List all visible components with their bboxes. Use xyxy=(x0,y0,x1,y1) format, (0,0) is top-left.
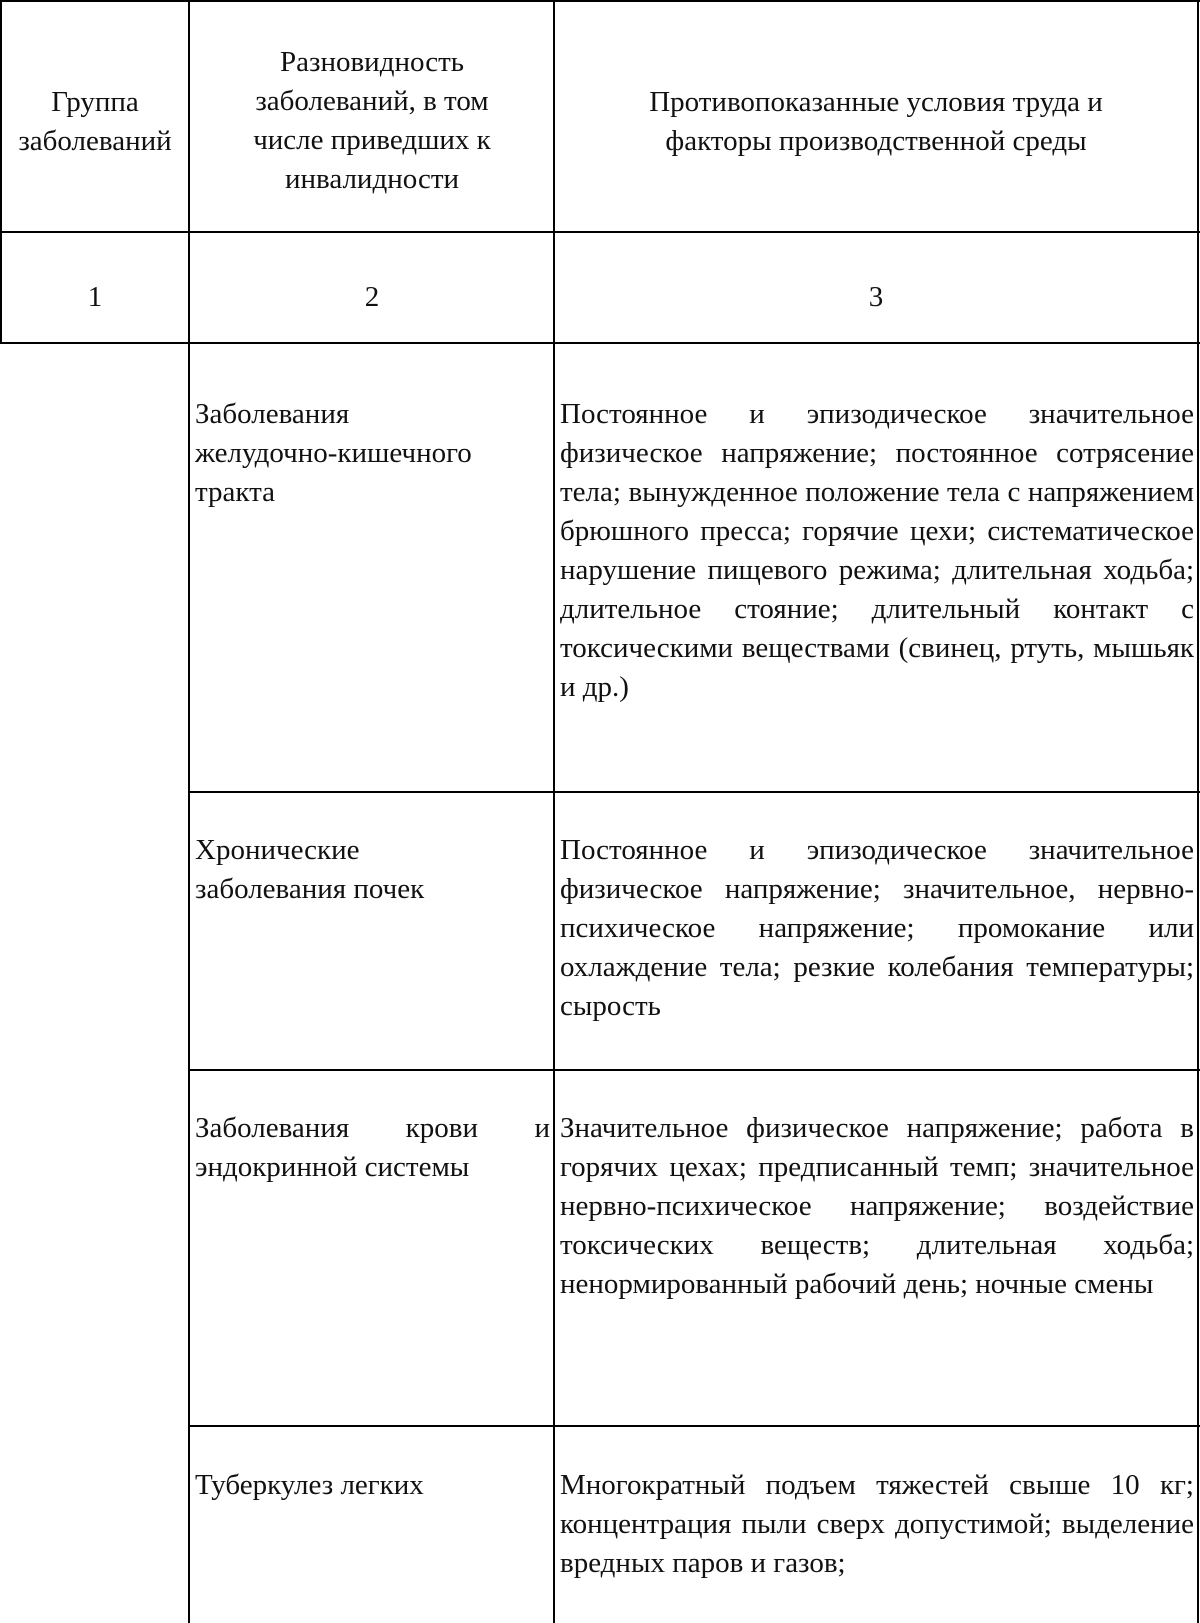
row-1-disease: Заболевания желудочно-кишечного тракта xyxy=(195,398,472,508)
header-variety-line-4: инвалидности xyxy=(284,163,460,195)
row-2-disease: Хронические заболевания почек xyxy=(195,834,425,905)
row-divider-1 xyxy=(188,791,1200,793)
row-4-conditions: Многократный подъем тяжестей свыше 10 кг; концентрация пыли сверх допустимой; выделение вредных паров и газов; xyxy=(560,1469,1194,1579)
header-conditions-line-1: Противопоказанные условия труда и xyxy=(649,86,1103,118)
header-variety-line-2: заболеваний, в том xyxy=(255,85,489,117)
row-4-disease: Туберкулез легких xyxy=(195,1469,424,1501)
header-variety-line-1: Разновидность xyxy=(280,46,464,78)
header-group-line-2: заболеваний xyxy=(18,125,172,157)
row-divider-2 xyxy=(188,1069,1200,1071)
column-divider-2 xyxy=(553,0,555,1623)
header-conditions-line-2: факторы производственной среды xyxy=(665,125,1087,157)
header-variety-line-3: числе приведших к xyxy=(253,124,491,156)
column-number-2: 2 xyxy=(364,281,380,313)
column-number-3: 3 xyxy=(868,281,884,313)
header-bottom-line xyxy=(0,231,1200,233)
header-variety-cell xyxy=(192,43,552,199)
row-3-conditions: Значительное физическое напряжение; работа в горячих цехах; предписанный темп; значительное нервно-психическое напряжение; воздействие токсических веществ; длительная ходьба; ненормированный рабочий день; ночные смены xyxy=(560,1112,1194,1300)
header-conditions-cell xyxy=(557,83,1195,161)
header-group-line-1: Группа xyxy=(51,86,139,118)
row-2-conditions: Постоянное и эпизодическое значительное физическое напряжение; значительное, нервно-психическое напряжение; промокание или охлаждение тела; резкие колебания температуры; сырость xyxy=(560,834,1194,1022)
table-border-right xyxy=(1197,0,1199,1623)
column-divider-1 xyxy=(188,0,190,1623)
numbers-bottom-line xyxy=(0,342,1200,344)
header-group-cell xyxy=(4,83,186,161)
row-3-disease: Заболевания крови и эндокринной системы xyxy=(195,1112,550,1183)
table-border-left xyxy=(0,0,2,344)
column-number-1: 1 xyxy=(87,281,103,313)
row-1-conditions: Постоянное и эпизодическое значительное физическое напряжение; постоянное сотрясение тела; вынужденное положение тела с напряжением брюшного пресса; горячие цехи; систематическое нарушение пищевого режима; длительная ходьба; длительное стояние; длительный контакт с токсическими веществами (свинец, ртуть, мышьяк и др.) xyxy=(560,398,1194,703)
row-divider-3 xyxy=(188,1425,1200,1427)
table-border-top xyxy=(0,0,1200,2)
